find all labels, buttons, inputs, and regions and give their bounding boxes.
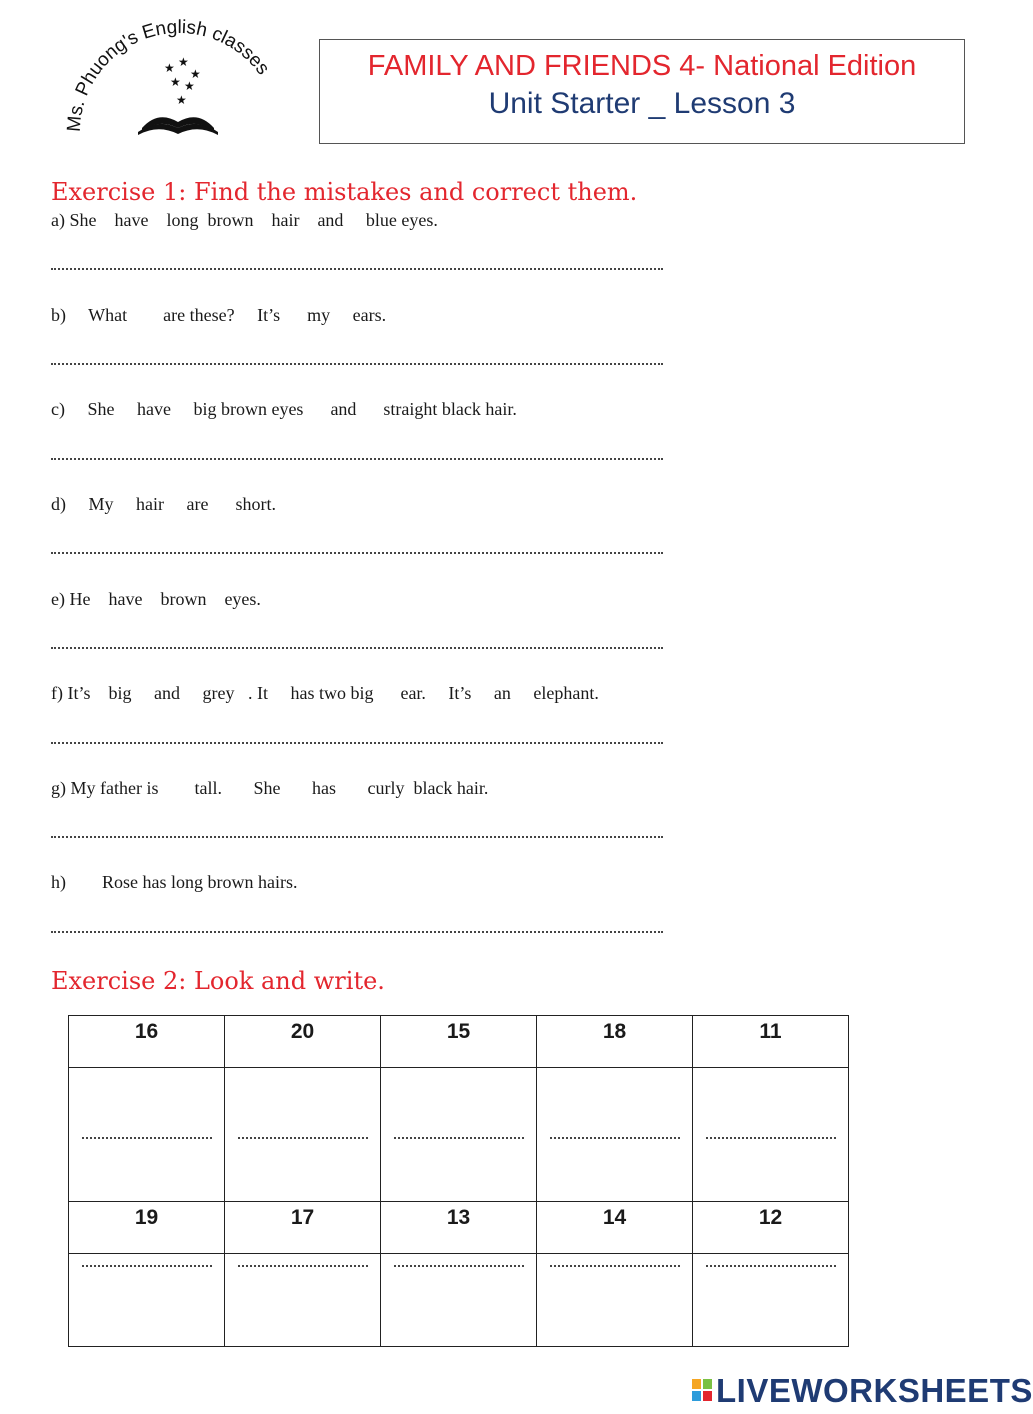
sentence-h: h) Rose has long brown hairs. — [51, 872, 298, 892]
answer-cell[interactable] — [693, 1068, 849, 1202]
answer-cell[interactable] — [537, 1068, 693, 1202]
svg-text:★: ★ — [184, 79, 195, 93]
answer-blank[interactable] — [394, 1265, 524, 1267]
number-cell: 14 — [537, 1202, 693, 1254]
answer-line-d[interactable] — [51, 550, 663, 554]
answer-line-a[interactable] — [51, 266, 663, 270]
answer-blank[interactable] — [82, 1137, 212, 1139]
sentence-b: b) What are these? It’s my ears. — [51, 305, 387, 325]
book-icon — [138, 117, 218, 135]
exercise2-title: Exercise 2: Look and write. — [51, 967, 385, 995]
number-cell: 16 — [69, 1016, 225, 1068]
svg-text:★: ★ — [170, 75, 181, 89]
number-row-2 — [69, 1202, 849, 1254]
answer-line-e[interactable] — [51, 645, 663, 649]
answer-line-h[interactable] — [51, 929, 663, 933]
liveworksheets-brand: LIVEWORKSHEETS — [716, 1372, 1033, 1409]
number-cell: 12 — [693, 1202, 849, 1254]
answer-cell[interactable] — [225, 1254, 381, 1347]
logo — [58, 14, 298, 144]
number-cell: 15 — [381, 1016, 537, 1068]
number-cell: 20 — [225, 1016, 381, 1068]
answer-cell[interactable] — [69, 1254, 225, 1347]
sentence-c: c) She have big brown eyes and straight black hair. — [51, 399, 517, 419]
number-cell: 17 — [225, 1202, 381, 1254]
answer-cell[interactable] — [69, 1068, 225, 1202]
answer-cell[interactable] — [225, 1068, 381, 1202]
answer-line-b[interactable] — [51, 361, 663, 365]
number-cell: 19 — [69, 1202, 225, 1254]
answer-blank[interactable] — [82, 1265, 212, 1267]
logo-text: Ms. Phuong's English classes — [63, 16, 274, 133]
sentence-g: g) My father is tall. She has curly black hair. — [51, 778, 489, 798]
answer-blank[interactable] — [550, 1137, 680, 1139]
sentence-a: a) She have long brown hair and blue eyes. — [51, 210, 438, 230]
exercise1-title: Exercise 1: Find the mistakes and correct them. — [51, 178, 638, 206]
answer-blank[interactable] — [238, 1265, 368, 1267]
svg-text:★: ★ — [178, 55, 189, 69]
title-box — [319, 39, 965, 144]
answer-cell[interactable] — [537, 1254, 693, 1347]
svg-text:★: ★ — [164, 61, 175, 75]
answer-blank[interactable] — [238, 1137, 368, 1139]
sentence-e: e) He have brown eyes. — [51, 589, 261, 609]
stars-icon — [164, 55, 201, 107]
answer-blank[interactable] — [550, 1265, 680, 1267]
sentence-d: d) My hair are short. — [51, 494, 276, 514]
svg-text:★: ★ — [176, 93, 187, 107]
answer-row-1 — [69, 1068, 849, 1202]
lesson-title: Unit Starter _ Lesson 3 — [488, 87, 796, 120]
answer-blank[interactable] — [706, 1137, 836, 1139]
answer-line-c[interactable] — [51, 456, 663, 460]
answer-blank[interactable] — [706, 1265, 836, 1267]
answer-line-f[interactable] — [51, 740, 663, 744]
liveworksheets-icon — [692, 1379, 712, 1401]
course-title: FAMILY AND FRIENDS 4- National Edition — [367, 50, 917, 82]
sentence-f: f) It’s big and grey . It has two big ear. It’s an elephant. — [51, 683, 599, 703]
answer-cell[interactable] — [381, 1068, 537, 1202]
answer-cell[interactable] — [693, 1254, 849, 1347]
number-cell: 11 — [693, 1016, 849, 1068]
number-cell: 18 — [537, 1016, 693, 1068]
number-cell: 13 — [381, 1202, 537, 1254]
answer-cell[interactable] — [381, 1254, 537, 1347]
answer-blank[interactable] — [394, 1137, 524, 1139]
numbers-table — [68, 1015, 849, 1347]
svg-text:★: ★ — [190, 67, 201, 81]
answer-line-g[interactable] — [51, 834, 663, 838]
number-row-1 — [69, 1016, 849, 1068]
answer-row-2 — [69, 1254, 849, 1347]
